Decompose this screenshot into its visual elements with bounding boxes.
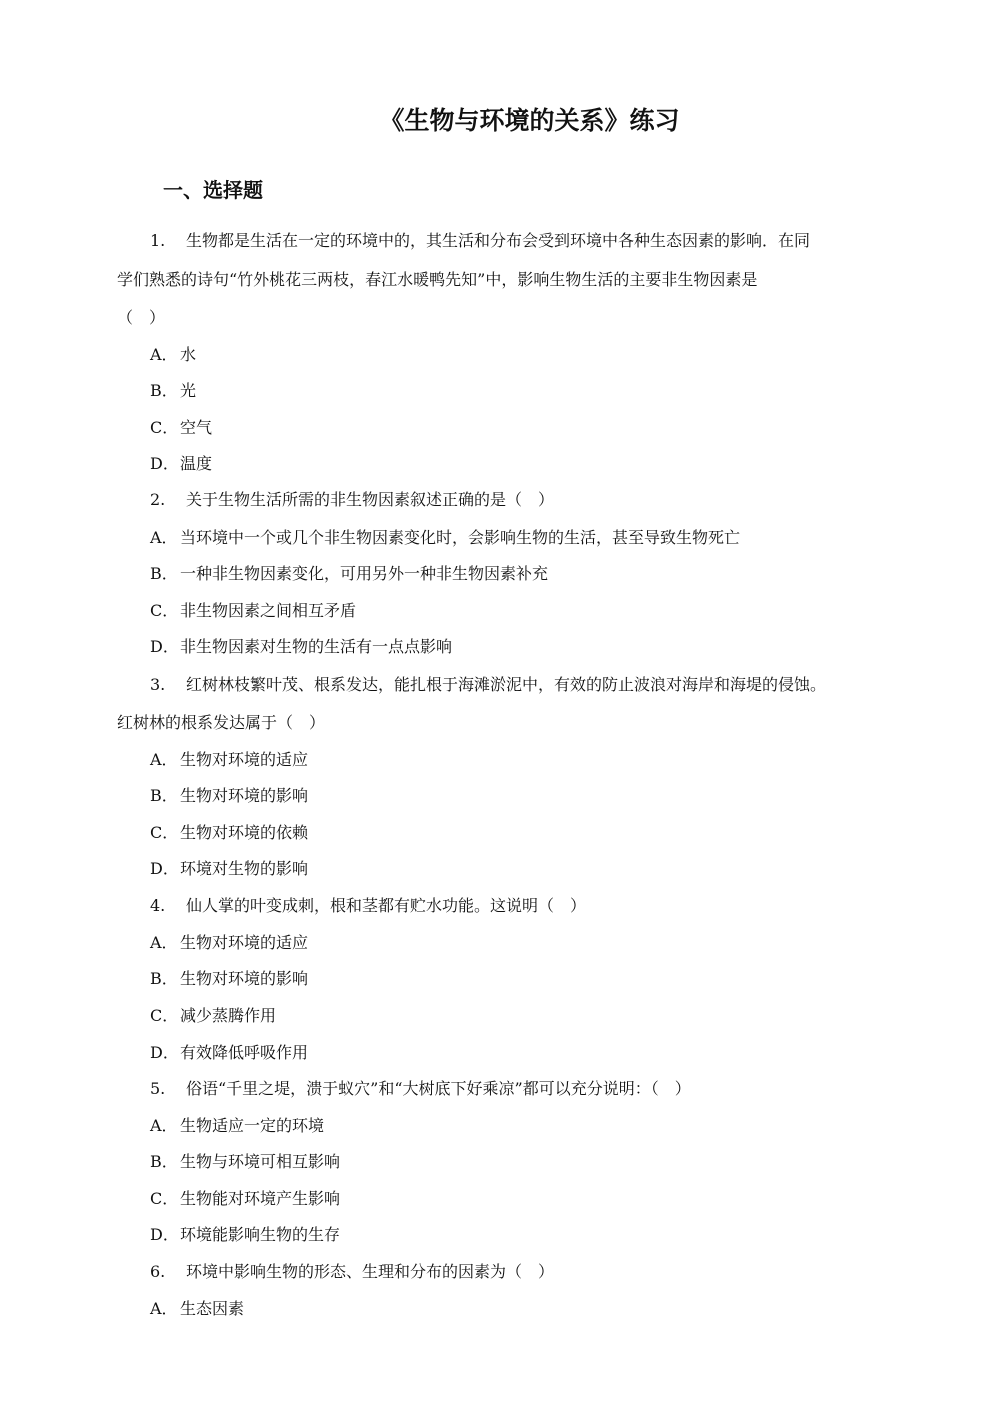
option-text: 水 xyxy=(180,345,197,364)
option-letter: B． xyxy=(150,969,178,988)
option-text: 生态因素 xyxy=(180,1299,245,1318)
option-letter: A． xyxy=(150,1299,178,1318)
option-letter: C． xyxy=(150,1006,179,1025)
question-text: 红树林枝繁叶茂、根系发达，能扎根于海滩淤泥中，有效的防止波浪对海岸和海堤的侵蚀。 xyxy=(186,675,827,694)
option-text: 减少蒸腾作用 xyxy=(180,1006,277,1025)
option-a xyxy=(150,742,308,778)
option-c xyxy=(150,815,308,851)
option-a xyxy=(150,1291,244,1327)
option-text: 有效降低呼吸作用 xyxy=(180,1043,309,1062)
question-3-continued: 红树林的根系发达属于（ ） xyxy=(117,713,326,732)
option-text: 非生物因素对生物的生活有一点点影响 xyxy=(180,637,453,656)
question-number: 1. xyxy=(150,231,166,250)
option-letter: D． xyxy=(150,1225,179,1244)
option-text: 当环境中一个或几个非生物因素变化时，会影响生物的生活，甚至导致生物死亡 xyxy=(180,528,741,547)
option-b xyxy=(150,1144,340,1180)
question-1 xyxy=(150,223,810,259)
option-b xyxy=(150,556,548,592)
option-text: 生物与环境可相互影响 xyxy=(180,1152,341,1171)
question-text: 生物都是生活在一定的环境中的，其生活和分布会受到环境中各种生态因素的影响．在同 xyxy=(186,231,811,250)
question-text: 环境中影响生物的形态、生理和分布的因素为（ ） xyxy=(186,1262,555,1281)
option-letter: B． xyxy=(150,381,178,400)
option-text: 非生物因素之间相互矛盾 xyxy=(180,601,357,620)
question-1-blank: （ ） xyxy=(117,308,166,327)
option-text: 空气 xyxy=(180,418,213,437)
question-6 xyxy=(150,1254,554,1290)
option-letter: C． xyxy=(150,823,179,842)
option-text: 生物对环境的影响 xyxy=(180,786,309,805)
option-letter: A． xyxy=(150,750,178,769)
question-3 xyxy=(150,667,826,703)
document-title: 《生物与环境的关系》练习 xyxy=(379,106,680,135)
option-letter: D． xyxy=(150,859,179,878)
option-a xyxy=(150,925,308,961)
option-text: 生物对环境的适应 xyxy=(180,750,309,769)
question-2 xyxy=(150,482,554,518)
question-number: 4. xyxy=(150,896,166,915)
option-d xyxy=(150,1035,308,1071)
option-text: 光 xyxy=(180,381,197,400)
option-text: 环境能影响生物的生存 xyxy=(180,1225,341,1244)
option-b xyxy=(150,373,196,409)
question-text: 关于生物生活所需的非生物因素叙述正确的是（ ） xyxy=(186,490,555,509)
option-letter: B． xyxy=(150,564,178,583)
option-c xyxy=(150,593,356,629)
question-text: 俗语“千里之堤，溃于蚁穴”和“大树底下好乘凉”都可以充分说明：（ ） xyxy=(186,1079,691,1098)
option-letter: A． xyxy=(150,345,178,364)
option-letter: A． xyxy=(150,528,178,547)
option-letter: D． xyxy=(150,637,179,656)
question-1-continued: 学们熟悉的诗句“竹外桃花三两枝，春江水暖鸭先知”中，影响生物生活的主要非生物因素是 xyxy=(117,270,758,289)
question-number: 6. xyxy=(150,1262,166,1281)
option-a xyxy=(150,337,196,373)
option-letter: C． xyxy=(150,418,179,437)
question-4 xyxy=(150,888,586,924)
option-d xyxy=(150,1217,340,1253)
option-text: 温度 xyxy=(180,454,213,473)
option-b xyxy=(150,778,308,814)
option-c xyxy=(150,410,212,446)
question-5 xyxy=(150,1071,691,1107)
section-heading: 一、选择题 xyxy=(163,178,263,202)
option-b xyxy=(150,961,308,997)
option-text: 一种非生物因素变化，可用另外一种非生物因素补充 xyxy=(180,564,549,583)
option-a xyxy=(150,520,740,556)
question-number: 5. xyxy=(150,1079,166,1098)
option-c xyxy=(150,1181,340,1217)
option-text: 生物能对环境产生影响 xyxy=(180,1189,341,1208)
option-letter: D． xyxy=(150,1043,179,1062)
option-d xyxy=(150,446,212,482)
option-d xyxy=(150,629,452,665)
option-text: 生物对环境的适应 xyxy=(180,933,309,952)
option-letter: B． xyxy=(150,786,178,805)
option-c xyxy=(150,998,276,1034)
question-number: 2. xyxy=(150,490,166,509)
question-number: 3. xyxy=(150,675,166,694)
option-d xyxy=(150,851,308,887)
option-text: 生物适应一定的环境 xyxy=(180,1116,325,1135)
option-letter: C． xyxy=(150,1189,179,1208)
option-text: 生物对环境的影响 xyxy=(180,969,309,988)
option-a xyxy=(150,1108,324,1144)
option-text: 生物对环境的依赖 xyxy=(180,823,309,842)
option-letter: C． xyxy=(150,601,179,620)
option-letter: A． xyxy=(150,1116,178,1135)
option-letter: D． xyxy=(150,454,179,473)
option-text: 环境对生物的影响 xyxy=(180,859,309,878)
option-letter: A． xyxy=(150,933,178,952)
option-letter: B． xyxy=(150,1152,178,1171)
question-text: 仙人掌的叶变成刺，根和茎都有贮水功能。这说明（ ） xyxy=(186,896,587,915)
